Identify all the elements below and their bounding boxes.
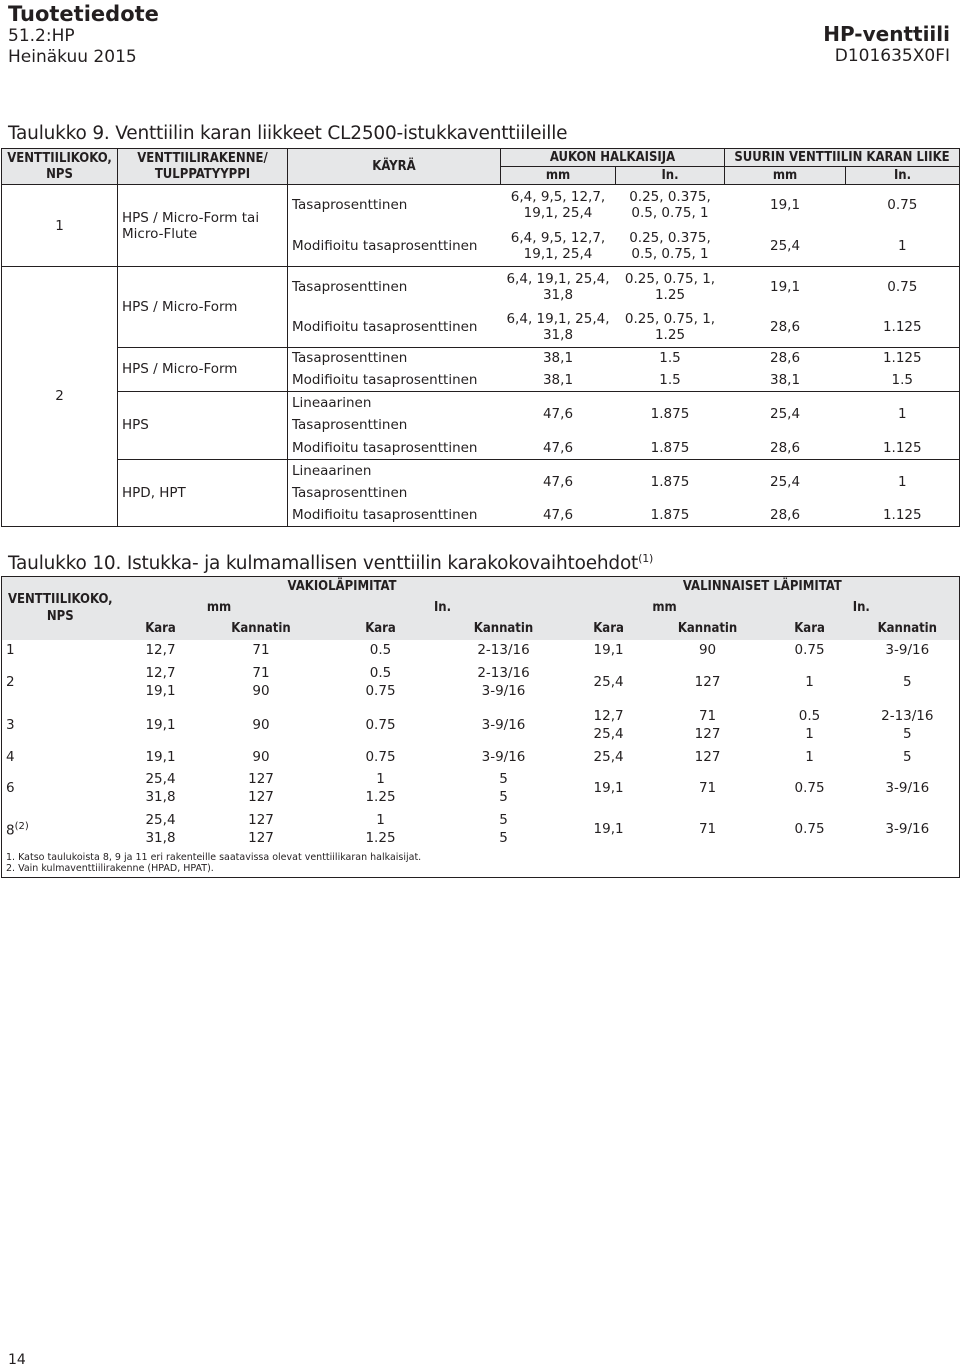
cell-std-in-stem: 0.75 <box>365 716 396 733</box>
cell-travel-in: 1 <box>897 237 907 254</box>
value: 2-13/16 <box>881 707 934 724</box>
cell-opt-mm-yoke: 90 <box>698 641 717 658</box>
cell-travel-in: 0.75 <box>846 266 960 307</box>
cell-opt-in-yoke: 5 <box>903 673 912 690</box>
document-header-left <box>8 2 159 68</box>
cell-cage-in: 1.875 <box>616 459 725 504</box>
cell-std-mm-yoke: 90 <box>252 716 270 733</box>
cell-std-mm-yoke: 90 <box>252 748 270 765</box>
document-number: D101635X0FI <box>834 46 950 66</box>
cell-travel-mm: 28,6 <box>725 347 846 369</box>
cell-cage-mm: 6,4, 19,1, 25,4, 31,8 <box>506 310 610 343</box>
curve-line: Tasaprosenttinen <box>292 417 408 434</box>
cell-travel-in: 1 <box>846 459 960 504</box>
value: 5 <box>499 770 508 787</box>
footnote-ref: (2) <box>14 820 29 832</box>
cell-travel-mm: 38,1 <box>769 372 801 389</box>
cell-travel-in: 1.125 <box>882 318 922 335</box>
header-in: In. <box>764 598 960 619</box>
cell-travel-mm: 28,6 <box>769 318 801 335</box>
cell-opt-in-yoke: 5 <box>903 748 912 765</box>
value: 127 <box>248 788 274 805</box>
table10 <box>1 576 960 878</box>
cell-curve: Modifioitu tasaprosenttinen <box>288 437 501 459</box>
table9 <box>1 148 960 527</box>
cell-cage-in: 0.25, 0.375, 0.5, 0.75, 1 <box>616 185 725 226</box>
cell-travel-mm: 25,4 <box>769 237 801 254</box>
cell-curve <box>288 392 501 437</box>
header-size: VENTTIILIKOKO, NPS <box>2 149 118 185</box>
cell-opt-in-stem: 0.75 <box>794 779 825 796</box>
cell-std-mm-yoke: 71 <box>252 641 270 658</box>
cell-travel-in: 0.75 <box>846 185 960 226</box>
header-size: VENTTIILIKOKO, NPS <box>2 577 119 640</box>
cell-opt-in-stem: 1 <box>805 748 814 765</box>
cell-opt-in-yoke: 3-9/16 <box>885 641 930 658</box>
header-mm: mm <box>566 598 764 619</box>
cell-cage-mm: 6,4, 19,1, 25,4, 31,8 <box>501 266 616 307</box>
cell-travel-in: 1.5 <box>891 372 913 389</box>
header-mm: mm <box>119 598 320 619</box>
cell-size: 2 <box>6 673 15 690</box>
footnotes <box>2 850 960 878</box>
table-row <box>2 808 960 850</box>
table-row <box>2 185 960 226</box>
header-yoke: Kannatin <box>856 619 960 640</box>
cell-std-mm-yoke <box>203 808 320 850</box>
cell-cage-mm: 47,6 <box>501 392 616 437</box>
cell-size <box>2 808 119 850</box>
table10-caption-footnote-ref: (1) <box>638 552 654 565</box>
value: 31,8 <box>145 829 176 846</box>
cell-curve: Tasaprosenttinen <box>288 347 501 369</box>
value: 8 <box>6 822 15 839</box>
document-type: Tuotetiedote <box>8 2 159 26</box>
table-header-row <box>2 149 960 167</box>
header-in: In. <box>320 598 566 619</box>
cell-std-in-stem <box>320 808 442 850</box>
cell-std-in-yoke: 3-9/16 <box>481 716 526 733</box>
cell-size: 4 <box>6 748 15 765</box>
cell-size: 1 <box>6 641 15 658</box>
cell-opt-mm-stem <box>566 704 652 746</box>
cell-construction: HPS / Micro-Form <box>118 347 288 392</box>
page-number: 14 <box>8 1352 26 1368</box>
cell-opt-in-yoke <box>856 704 960 746</box>
value: 12,7 <box>593 707 624 724</box>
cell-travel-mm: 28,6 <box>769 507 801 524</box>
cell-cage-in: 0.25, 0.375, 0.5, 0.75, 1 <box>629 229 711 262</box>
cell-std-mm-stem: 19,1 <box>145 716 176 733</box>
table9-caption: Taulukko 9. Venttiilin karan liikkeet CL2500-istukkaventtiileille <box>8 123 568 144</box>
value: 31,8 <box>145 788 176 805</box>
cell-opt-mm-stem: 25,4 <box>593 748 624 765</box>
document-id: 51.2:HP <box>8 26 75 46</box>
header-optional: VALINNAISET LÄPIMITAT <box>566 577 960 598</box>
cell-opt-mm-yoke <box>652 704 764 746</box>
value: 5 <box>499 788 508 805</box>
cell-std-in-yoke <box>442 808 566 850</box>
table-header-row <box>2 598 960 619</box>
value: 127 <box>248 811 274 828</box>
curve-line: Lineaarinen <box>292 395 372 412</box>
cell-travel-in: 1.125 <box>846 347 960 369</box>
cell-cage-in: 1.875 <box>650 507 690 524</box>
curve-line: Tasaprosenttinen <box>292 484 408 501</box>
document-date: Heinäkuu 2015 <box>8 47 137 67</box>
cell-travel-in: 1.125 <box>882 439 922 456</box>
table-row <box>2 768 960 808</box>
value: 5 <box>499 829 508 846</box>
cell-size: 1 <box>2 185 118 266</box>
value: 0.75 <box>365 682 396 699</box>
cell-size: 6 <box>6 779 15 796</box>
cell-std-mm-yoke <box>203 660 320 704</box>
cell-opt-in-stem: 0.75 <box>794 820 825 837</box>
value: 127 <box>248 829 274 846</box>
cell-opt-in-yoke: 3-9/16 <box>885 779 930 796</box>
cell-cage-in: 1.875 <box>650 439 690 456</box>
cell-std-mm-yoke <box>203 768 320 808</box>
cell-construction: HPD, HPT <box>118 459 288 526</box>
product-name: HP-venttiili <box>823 22 950 46</box>
header-stem: Kara <box>566 619 652 640</box>
cell-opt-mm-yoke: 127 <box>694 673 721 690</box>
header-yoke: Kannatin <box>442 619 566 640</box>
cell-opt-mm-stem: 19,1 <box>593 641 624 658</box>
table-row <box>2 347 960 369</box>
cell-opt-in-stem: 1 <box>805 673 814 690</box>
value: 25,4 <box>593 725 624 742</box>
header-construction: VENTTIILIRAKENNE/ TULPPATYYPPI <box>118 149 288 185</box>
header-stem: Kara <box>320 619 442 640</box>
value: 0.5 <box>798 707 821 724</box>
header-stem: Kara <box>119 619 203 640</box>
cell-construction: HPS / Micro-Form <box>118 266 288 347</box>
cell-std-in-stem <box>320 660 442 704</box>
cell-std-in-yoke <box>442 768 566 808</box>
cell-std-in-stem: 0.5 <box>369 641 392 658</box>
table-header-row <box>2 577 960 598</box>
value: 1 <box>376 811 385 828</box>
cell-size: 3 <box>6 716 15 733</box>
cell-cage-mm: 47,6 <box>542 507 574 524</box>
header-cage: AUKON HALKAISIJA <box>501 149 725 167</box>
cell-travel-mm: 25,4 <box>725 459 846 504</box>
cell-std-mm-stem <box>119 768 203 808</box>
cell-std-in-yoke: 2-13/16 <box>477 641 530 658</box>
cell-cage-mm: 6,4, 9,5, 12,7, 19,1, 25,4 <box>510 229 606 262</box>
cell-cage-in: 1.5 <box>659 372 681 389</box>
header-curve: KÄYRÄ <box>288 149 501 185</box>
table10-caption <box>8 552 653 574</box>
cell-cage-mm: 47,6 <box>542 439 574 456</box>
document-header-right <box>823 22 950 67</box>
header-yoke: Kannatin <box>652 619 764 640</box>
table-row <box>2 459 960 504</box>
header-stem: Kara <box>764 619 856 640</box>
value: 1 <box>376 770 385 787</box>
value: 1 <box>805 725 814 742</box>
value: 25,4 <box>145 811 176 828</box>
value: 1.25 <box>365 788 396 805</box>
cell-curve: Modifioitu tasaprosenttinen <box>288 504 501 526</box>
value: 2-13/16 <box>477 664 530 681</box>
cell-cage-mm: 38,1 <box>542 372 574 389</box>
value: 71 <box>252 664 270 681</box>
value: 5 <box>903 725 912 742</box>
header-standard: VAKIOLÄPIMITAT <box>119 577 566 598</box>
cell-std-in-stem: 0.75 <box>365 748 396 765</box>
cell-construction: HPS / Micro-Form tai Micro-Flute <box>118 185 288 266</box>
value: 127 <box>694 725 721 742</box>
cell-opt-in-stem: 0.75 <box>794 641 825 658</box>
value: 25,4 <box>145 770 176 787</box>
footnote: 1. Katso taulukoista 8, 9 ja 11 eri rakenteille saatavissa olevat venttiilikaran halkaisijat. <box>6 851 422 863</box>
cell-opt-mm-yoke: 71 <box>698 820 717 837</box>
cell-std-mm-stem <box>119 808 203 850</box>
header-mm: mm <box>501 167 616 185</box>
cell-std-in-stem <box>320 768 442 808</box>
table-row <box>2 266 960 307</box>
value: 71 <box>698 707 717 724</box>
cell-std-mm-stem: 12,7 <box>145 641 176 658</box>
cell-std-mm-stem <box>119 660 203 704</box>
cell-curve <box>288 459 501 504</box>
value: 12,7 <box>145 664 176 681</box>
cell-std-mm-stem: 19,1 <box>145 748 176 765</box>
cell-size: 2 <box>2 266 118 526</box>
cell-opt-mm-yoke: 71 <box>698 779 717 796</box>
value: 1.25 <box>365 829 396 846</box>
value: 127 <box>248 770 274 787</box>
value: 5 <box>499 811 508 828</box>
table-row <box>2 660 960 704</box>
footnotes-row <box>2 850 960 878</box>
cell-opt-mm-stem: 19,1 <box>593 820 624 837</box>
cell-cage-mm: 6,4, 9,5, 12,7, 19,1, 25,4 <box>501 185 616 226</box>
footnote: 2. Vain kulmaventtiilirakenne (HPAD, HPAT). <box>6 862 214 874</box>
cell-travel-mm: 19,1 <box>725 185 846 226</box>
value: 19,1 <box>145 682 176 699</box>
header-mm: mm <box>725 167 846 185</box>
cell-opt-mm-yoke: 127 <box>694 748 721 765</box>
cell-curve: Modifioitu tasaprosenttinen <box>288 226 501 267</box>
value: 90 <box>252 682 270 699</box>
cell-opt-in-stem <box>764 704 856 746</box>
cell-opt-mm-stem: 25,4 <box>593 673 624 690</box>
cell-curve: Tasaprosenttinen <box>288 185 501 226</box>
cell-construction: HPS <box>118 392 288 459</box>
table-header-row <box>2 619 960 640</box>
table-row <box>2 704 960 746</box>
cell-std-in-yoke <box>442 660 566 704</box>
curve-line: Lineaarinen <box>292 462 372 479</box>
table-row <box>2 640 960 660</box>
value: 0.5 <box>369 664 392 681</box>
cell-std-in-yoke: 3-9/16 <box>481 748 526 765</box>
table10-caption-text: Taulukko 10. Istukka- ja kulmamallisen venttiilin karakokovaihtoehdot <box>8 553 639 575</box>
cell-curve: Modifioitu tasaprosenttinen <box>288 307 501 348</box>
header-in: In. <box>846 167 960 185</box>
cell-curve: Tasaprosenttinen <box>288 266 501 307</box>
cell-curve: Modifioitu tasaprosenttinen <box>288 369 501 391</box>
cell-cage-in: 1.875 <box>616 392 725 437</box>
cell-opt-in-yoke: 3-9/16 <box>885 820 930 837</box>
cell-travel-in: 1.125 <box>882 507 922 524</box>
table-row <box>2 392 960 437</box>
cell-cage-mm: 38,1 <box>501 347 616 369</box>
cell-cage-in: 0.25, 0.75, 1, 1.25 <box>616 266 725 307</box>
value: 3-9/16 <box>481 682 526 699</box>
table-row <box>2 746 960 768</box>
cell-cage-mm: 47,6 <box>501 459 616 504</box>
cell-cage-in: 1.5 <box>616 347 725 369</box>
cell-opt-mm-stem: 19,1 <box>593 779 624 796</box>
header-travel: SUURIN VENTTIILIN KARAN LIIKE <box>725 149 960 167</box>
cell-travel-in: 1 <box>846 392 960 437</box>
cell-travel-mm: 28,6 <box>769 439 801 456</box>
header-in: In. <box>616 167 725 185</box>
cell-travel-mm: 19,1 <box>725 266 846 307</box>
header-yoke: Kannatin <box>203 619 320 640</box>
cell-travel-mm: 25,4 <box>725 392 846 437</box>
cell-cage-in: 0.25, 0.75, 1, 1.25 <box>624 310 716 343</box>
